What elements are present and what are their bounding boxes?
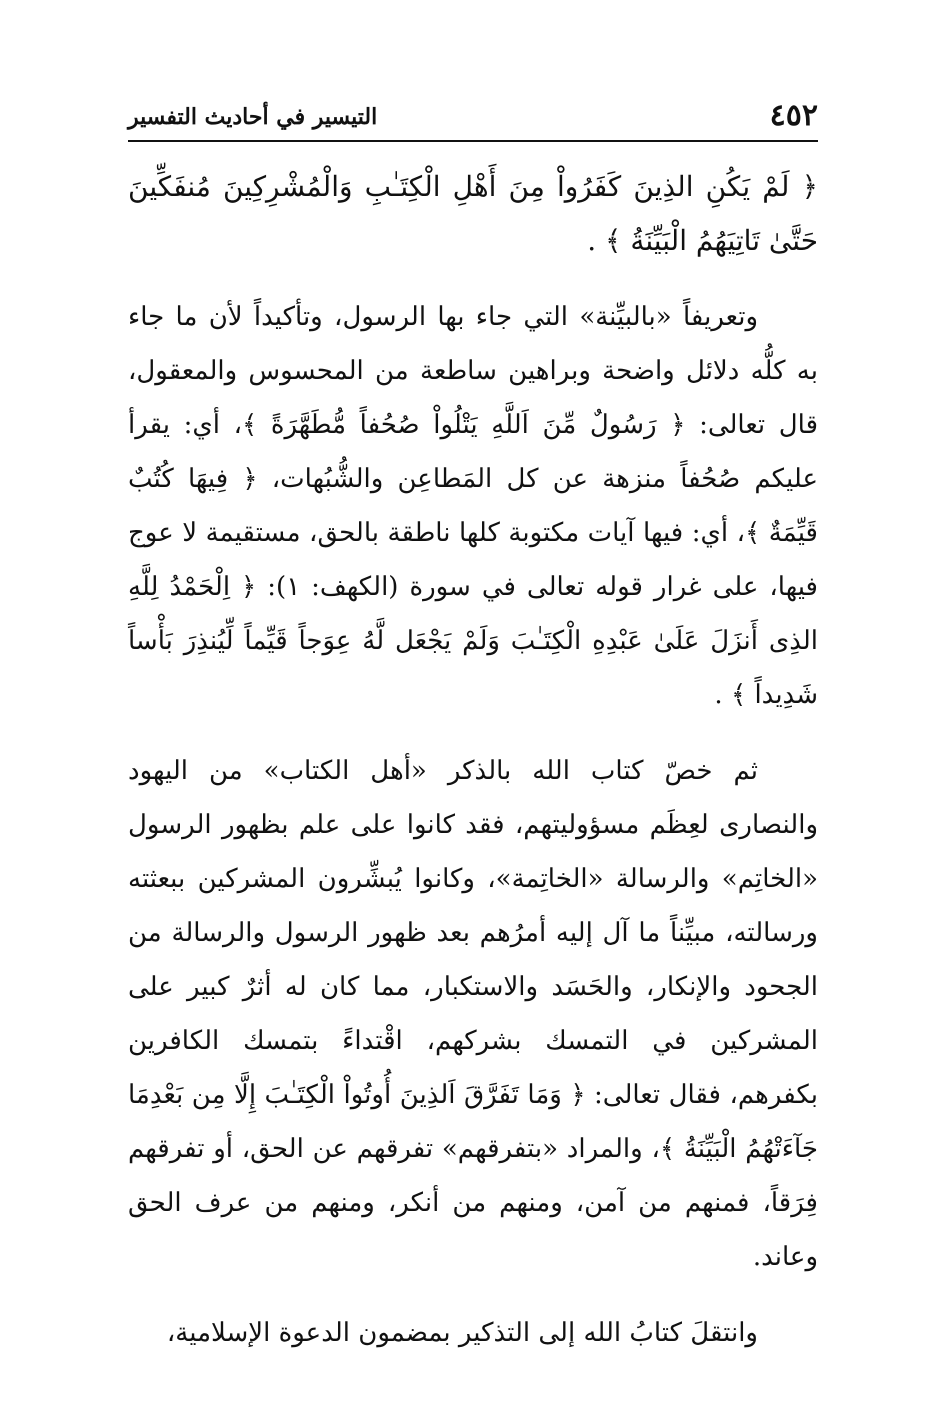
quran-verse-opening: ﴿ لَمْ يَكُنِ الذِينَ كَفَرُواْ مِنَ أَهْلِ الْكِتَـٰبِ وَالْمُشْرِكِينَ مُنفَكِّينَ حَتَّىٰ تَاتِيَهُمُ الْبَيِّنَةُ ﴾ . bbox=[128, 170, 818, 257]
paragraph-text: وانتقلَ كتابُ الله إلى التذكير بمضمون الدعوة الإسلامية، bbox=[166, 1318, 758, 1348]
paragraph bbox=[128, 1306, 818, 1360]
paragraph bbox=[128, 290, 818, 722]
header-rule bbox=[128, 140, 818, 142]
paragraph bbox=[128, 744, 818, 1284]
page-body bbox=[128, 160, 818, 1382]
paragraph-text: وتعريفاً «بالبيِّنة» التي جاء بها الرسول، وتأكيداً لأن ما جاء به كلُّه دلائل واضحة وبراهين ساطعة من المحسوس والمعقول، قال تعالى: ﴿ رَسُولٌ مِّنَ اَللَّهِ يَتْلُواْ صُحُفاً مُّطَهَّرَةً ﴾، أي: يقرأ عليكم صُحُفاً منزهة عن كل المَطاعِن والشُّبُهات، ﴿ فِيهَا كُتُبٌ قَيِّمَةٌ ﴾، أي: فيها آيات مكتوبة كلها ناطقة بالحق، مستقيمة لا عوج فيها، على غرار قوله تعالى في سورة (الكهف: ١): ﴿ اِلْحَمْدُ لِلَّهِ الذِى أَنزَلَ عَلَىٰ عَبْدِهِ الْكِتَـٰبَ وَلَمْ يَجْعَل لَّهُ عِوَجاً قَيِّماً لِّيُنذِرَ بَأْساً شَدِيداً ﴾ . bbox=[128, 302, 818, 710]
page-header bbox=[128, 98, 818, 138]
paragraph-text: ثم خصّ كتاب الله بالذكر «أهل الكتاب» من اليهود والنصارى لعِظَم مسؤوليتهم، فقد كانوا على علم بظهور الرسول «الخاتِم» والرسالة «الخاتِمة»، وكانوا يُبشِّرون المشركين ببعثته ورسالته، مبيِّناً ما آل إليه أمرُهم بعد ظهور الرسول والرسالة من الجحود والإنكار، والحَسَد والاستكبار، مما كان له أثرٌ كبير على المشركين في التمسك بشركهم، اقْتداءً بتمسك الكافرين بكفرهم، فقال تعالى: ﴿ وَمَا تَفَرَّقَ اَلذِينَ أُوتُواْ الْكِتَـٰبَ إِلَّا مِن بَعْدِمَا جَآءَتْهُمُ الْبَيِّنَةُ ﴾، والمراد «بتفرقهم» تفرقهم عن الحق، أو تفرقهم فِرَقاً، فمنهم من آمن، ومنهم من أنكر، ومنهم من عرف الحق وعاند. bbox=[128, 756, 818, 1272]
running-title: التيسير في أحاديث التفسير bbox=[128, 104, 378, 130]
page-number: ٤٥٢ bbox=[769, 98, 818, 133]
